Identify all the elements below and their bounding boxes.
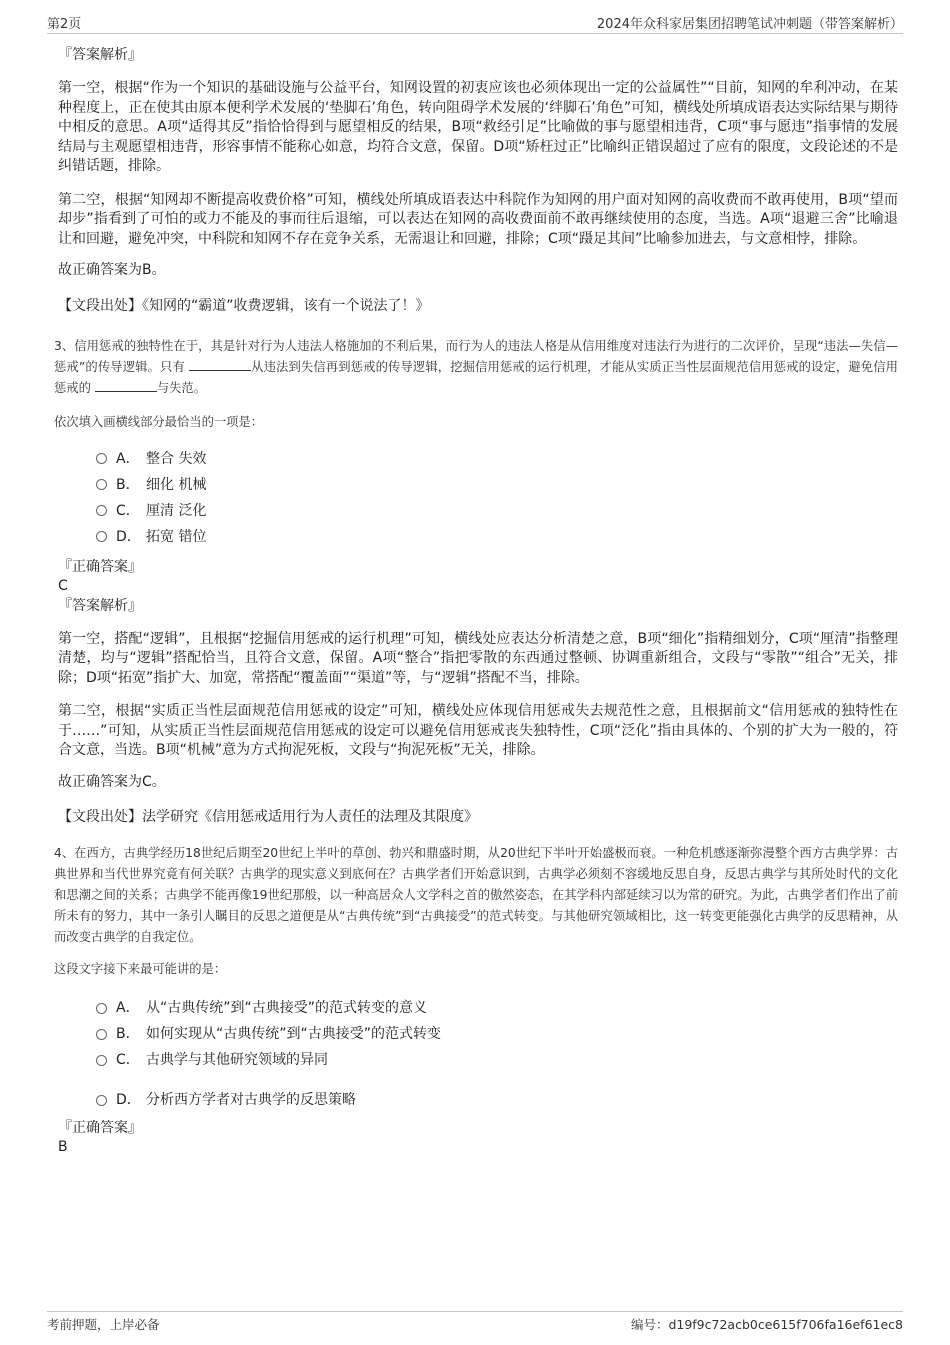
- option-list: [96, 446, 898, 550]
- radio-icon[interactable]: [96, 1003, 107, 1014]
- radio-icon[interactable]: [96, 531, 107, 542]
- answer-label: 『正确答案』: [58, 1120, 142, 1136]
- page-footer: [47, 1311, 903, 1332]
- analysis-paragraph: 第二空，根据“实质正当性层面规范信用惩戒的设定”可知，横线处应体现信用惩戒失去规范性之意，且根据前文“信用惩戒的独特性在于……”可知，从实质正当性层面规范信用惩戒的设定可以避免信用惩戒丧失独特性，C项“泛化”指由具体的、个别的扩大为一般的，符合文意，当选。B项“机械”意为方式拘泥死板，文段与“拘泥死板”无关，排除。: [58, 703, 898, 758]
- source-note: 【文段出处】法学研究《信用惩戒适用行为人责任的法理及其限度》: [58, 809, 478, 825]
- radio-icon[interactable]: [96, 1095, 107, 1106]
- source-note: 【文段出处】《知网的“霸道”收费逻辑，该有一个说法了！》: [58, 297, 430, 314]
- page-content: [56, 40, 898, 1156]
- radio-icon[interactable]: [96, 479, 107, 490]
- question-prompt: 这段文字接下来最可能讲的是：: [54, 962, 227, 976]
- page-number: 第2页: [47, 17, 82, 32]
- option-d[interactable]: D． 拓宽 错位: [96, 524, 898, 550]
- answer-label: 『正确答案』: [58, 558, 142, 575]
- radio-icon[interactable]: [96, 1055, 107, 1066]
- option-c[interactable]: C． 古典学与其他研究领域的异同: [96, 1047, 898, 1073]
- conclusion: 故正确答案为B。: [58, 262, 166, 278]
- question-stem: 3、信用惩戒的独特性在于，其是针对行为人违法人格施加的不利后果，而行为人的违法人格是从信用维度对违法行为进行的二次评价，呈现“违法—失信—惩戒”的传导逻辑。只有 从违法到失信再到惩戒的传导逻辑，挖掘信用惩戒的运行机理，才能从实质正当性层面规范信用惩戒的设定，避免信用惩戒的 与失范。: [54, 338, 898, 395]
- option-list: [96, 995, 898, 1113]
- analysis-label: 『答案解析』: [58, 47, 142, 63]
- option-c[interactable]: C． 厘清 泛化: [96, 498, 898, 524]
- radio-icon[interactable]: [96, 453, 107, 464]
- correct-answer: B: [58, 1139, 68, 1155]
- document-id: 编号：d19f9c72acb0ce615f706fa16ef61ec8: [630, 1317, 903, 1332]
- blank-1: [189, 358, 251, 371]
- document-title: 2024年众科家居集团招聘笔试冲刺题（带答案解析）: [596, 17, 903, 32]
- analysis-paragraph: 第一空，搭配“逻辑”，且根据“挖掘信用惩戒的运行机理”可知，横线处应表达分析清楚之意，B项“细化”指精细划分，C项“厘清”指整理清楚，均与“逻辑”搭配恰当，且符合文意，保留。A项“整合”指把零散的东西通过整顿、协调重新组合，文段与“零散”“组合”无关，排除；D项“拓宽”指扩大、加宽，常搭配“覆盖面”“渠道”等，与“逻辑”搭配不当，排除。: [58, 630, 898, 686]
- radio-icon[interactable]: [96, 1029, 107, 1040]
- question-prompt: 依次填入画横线部分最恰当的一项是：: [54, 414, 264, 429]
- option-a[interactable]: A． 从“古典传统”到“古典接受”的范式转变的意义: [96, 995, 898, 1021]
- analysis-paragraph: 第一空，根据“作为一个知识的基础设施与公益平台，知网设置的初衷应该也必须体现出一定的公益属性”“目前，知网的牟利冲动，在某种程度上，正在使其由原本便利学术发展的‘垫脚石’角色，转向阻碍学术发展的‘绊脚石’角色”可知，横线处所填成语表达实际结果与期待中相反的意思。A项“适得其反”指恰恰得到与愿望相反的结果，B项“救经引足”比喻做的事与愿望相违背，C项“事与愿违”指事情的发展结局与主观愿望相违背，形容事情不能称心如意，均符合文意，保留。D项“矫枉过正”比喻纠正错误超过了应有的限度，文段论述的不是纠错话题，排除。: [58, 80, 898, 174]
- question-stem: 4、在西方，古典学经历18世纪后期至20世纪上半叶的草创、勃兴和鼎盛时期，从20世纪下半叶开始盛极而衰。一种危机感逐渐弥漫整个西方古典学界：古典世界和当代世界究竟有何关联？古典学的现实意义到底何在？古典学者们开始意识到，古典学必须刻不容缓地反思自身，反思古典学与其所处时代的文化和思潮之间的关系；古典学不能再像19世纪那般，以一种高居众人文学科之首的傲然姿态，在其学科内部延续习以为常的研究。为此，古典学者们作出了前所未有的努力，其中一条引人瞩目的反思之道便是从“古典传统”到“古典接受”的范式转变。与其他研究领域相比，这一转变更能强化古典学的反思精神，从而改变古典学的自我定位。: [54, 846, 898, 944]
- conclusion: 故正确答案为C。: [58, 773, 166, 790]
- option-b[interactable]: B． 如何实现从“古典传统”到“古典接受”的范式转变: [96, 1021, 898, 1047]
- blank-2: [95, 379, 157, 392]
- radio-icon[interactable]: [96, 505, 107, 516]
- page-header: [47, 13, 903, 34]
- analysis-paragraph: 第二空，根据“知网却不断提高收费价格”可知，横线处所填成语表达中科院作为知网的用户面对知网的高收费而不敢再使用，B项“望而却步”指看到了可怕的或力不能及的事而往后退缩，可以表达在知网的高收费面前不敢再继续使用的态度，当选。A项“退避三舍”比喻退让和回避，避免冲突，中科院和知网不存在竞争关系，无需退让和回避，排除；C项“蹑足其间”比喻参加进去，与文意相悖，排除。: [58, 191, 898, 247]
- option-a[interactable]: A． 整合 失效: [96, 446, 898, 472]
- analysis-label: 『答案解析』: [58, 597, 142, 614]
- option-d[interactable]: D． 分析西方学者对古典学的反思策略: [96, 1087, 898, 1113]
- option-b[interactable]: B． 细化 机械: [96, 472, 898, 498]
- footer-slogan: 考前押题，上岸必备: [47, 1317, 160, 1332]
- correct-answer: C: [58, 577, 68, 594]
